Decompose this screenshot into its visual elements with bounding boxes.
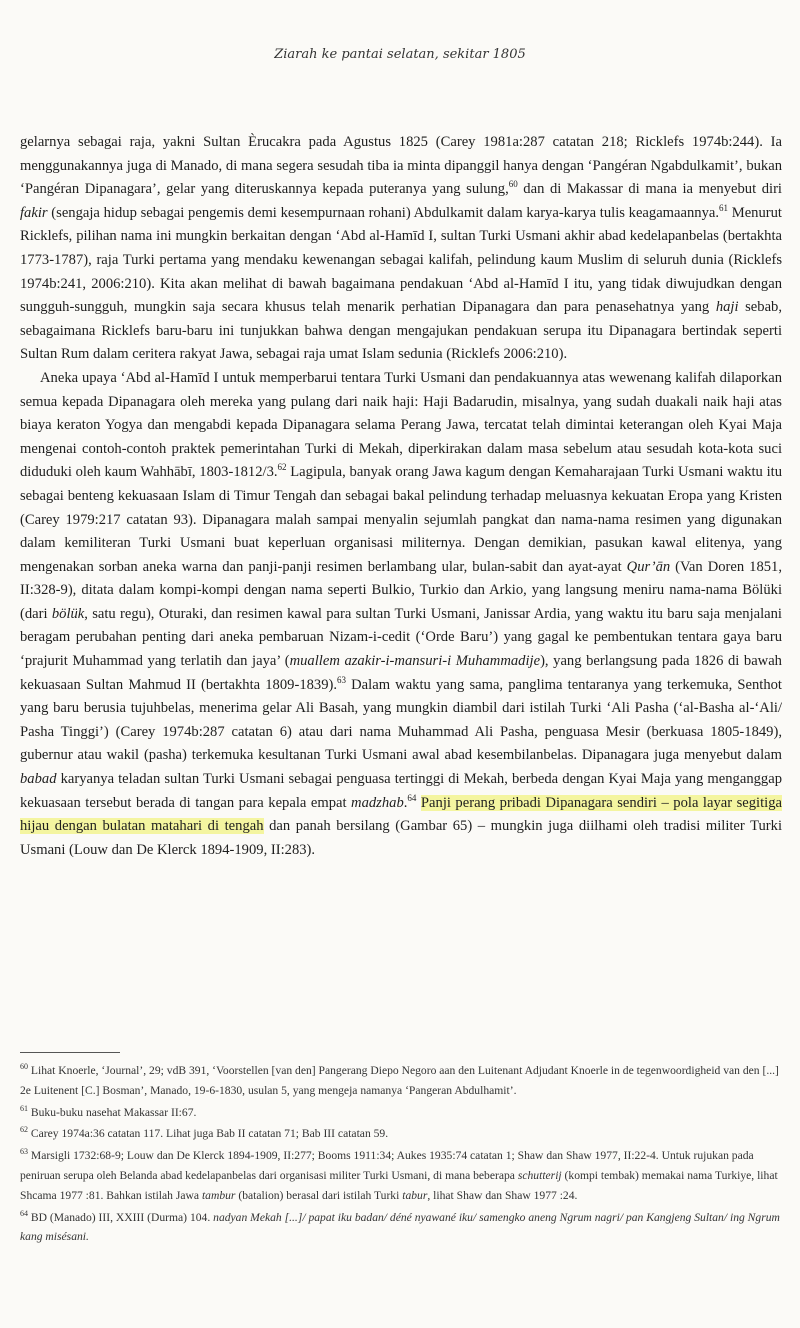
paragraph-1 (20, 131, 782, 367)
italic-term: babad (20, 771, 57, 788)
footnote-number: 60 (20, 1062, 28, 1072)
footnote-62 (20, 1124, 782, 1144)
text-span: Lagipula, banyak orang Jawa kagum dengan Kemaharajaan Turki Usmani waktu itu sebagai benteng kekuasaan Islam di Timur Tengah dan sebagai bakal pelindung terhadap meluasnya kekuatan Eropa yang Kristen (Carey 1979:217 catatan 93). Dipanagara malah sampai menyalin sejumlah pangkat dan nama-nama resimen yang digunakan dalam kemiliteran Turki Usmani buat keperluan organisasi militernya. Dengan demikian, pasukan kawal elitenya, yang mengenakan sorban aneka warna dan panji-panji resimen berlambang ular, bulan-sabit dan ayat-ayat (20, 464, 782, 575)
italic-term: haji (715, 299, 739, 316)
footnote-text: Marsigli 1732:68-9; Louw dan De Klerck 1894-1909, II:277; Booms 1911:34; Aukes 1935:74 catatan 1; Shaw dan Shaw 1977, II:22-4. Untuk rujukan pada peniruan serupa oleh Belanda abad kedelapanbelas dari organisasi militer Turki Usmani, di mana beberapa (20, 1149, 754, 1182)
footnote-number: 62 (20, 1125, 28, 1135)
footnote-text: , lihat Shaw dan Shaw 1977 :24. (427, 1188, 578, 1202)
text-span: sebab, sebagaimana Ricklefs baru-baru ini tunjukkan bahwa dengan mengajukan pendakuan serupa itu Dipanagara bertindak seperti Sultan Rum dalam ceritera rakyat Jawa, sebagai raja umat Islam sedunia (Ricklefs 2006:210). (20, 299, 783, 363)
text-span: dan panah bersilang (Gambar 65) – mungkin juga diilhami oleh tradisi militer Turki Usmani (Louw dan De Klerck 1894-1909, II:283). (20, 818, 783, 858)
footnote-63 (20, 1146, 782, 1205)
text-span: gelarnya sebagai raja, yakni Sultan Èrucakra pada Agustus 1825 (Carey 1981a:287 catatan 218; Ricklefs 1974b:244). Ia menggunakannya juga di Manado, di mana segera sesudah tiba ia minta dipanggil hanya dengan ‘Pangéran Ngabdulkamit’, bukan ‘Pangéran Dipanagara’, gelar yang diteruskannya kepada puteranya yang sulung, (20, 134, 782, 198)
italic-term: schutterij (517, 1168, 562, 1182)
footnote-number: 61 (20, 1103, 28, 1113)
body-text (20, 131, 782, 862)
running-head: Ziarah ke pantai selatan, sekitar 1805 (274, 47, 526, 62)
footnotes (20, 1061, 782, 1249)
footnote-ref-61[interactable]: 61 (719, 202, 729, 213)
text-span: , satu regu), Oturaki, dan resimen kawal para sultan Turki Usmani, Janissar Ardia, yang waktu itu baru saja menjalani beragam perubahan penting dari aneka pembaruan Nizam-i-cedit (‘Orde Baru’) yang gagal ke pembentukan tentara gaya baru ‘prajurit Muhammad yang terlatih dan jaya’ ( (20, 605, 782, 670)
italic-term: tambur (201, 1188, 236, 1202)
footnote-divider (20, 1052, 120, 1053)
footnote-text: Buku-buku nasehat Makassar II:67. (30, 1105, 197, 1119)
text-span: Dalam waktu yang sama, panglima tentaranya yang terkemuka, Senthot yang baru berusia tujuhbelas, menerima gelar Ali Basah, yang mungkin diambil dari istilah Turki ‘Ali Pasha (‘al-Basha al-‘Ali/ Pasha Tinggi’) (Carey 1974b:287 catatan 6) atau dari nama Muhammad Ali Pasha, penguasa Mesir (berkuasa 1805-1849), gubernur atau wakil (pasha) terkemuka kesultanan Turki Usmani awal abad kesembilanbelas. Dipanagara juga menyebut dalam (20, 676, 782, 764)
italic-term: fakir (20, 204, 48, 221)
footnote-ref-62[interactable]: 62 (277, 462, 287, 473)
text-span: . (403, 794, 408, 811)
text-span: Aneka upaya ‘Abd al-Hamīd I untuk memperbarui tentara Turki Usmani dan pendakuannya atas wewenang kalifah dilaporkan semua kepada Dipanagara oleh mereka yang pulang dari naik haji: Haji Badarudin, misalnya, yang sudah duakali naik haji atas biaya keraton Yogya dan mengabdi kepada Dipanagara selama Perang Jawa, tercatat telah dimintai keterangan oleh Kyai Maja mengenai contoh-contoh praktek pemerintahan Turki di Mekah, diperkirakan dalam masa sebelum atau sesudah kota-kota suci diduduki oleh kaum Wahhābī, 1803-1812/3. (20, 369, 782, 481)
text-span: (sengaja hidup sebagai pengemis demi kesempurnaan rohani) Abdulkamit dalam karya-karya tulis keagamaannya. (47, 204, 720, 221)
italic-term: tabur (402, 1188, 428, 1202)
italic-term: nadyan Mekah [...]/ papat iku badan/ déné nyawané iku/ samengko aneng Ngrum nagri/ pan Kangjeng Sultan/ ing Ngrum kang misésani. (20, 1210, 780, 1244)
italic-term: bölük (51, 605, 85, 622)
footnote-text: Carey 1974a:36 catatan 117. Lihat juga Bab II catatan 71; Bab III catatan 59. (30, 1127, 389, 1141)
footnote-61 (20, 1103, 782, 1123)
paragraph-2 (20, 367, 782, 862)
footnote-text: (kompi tembak) memakai nama Turkiye, lihat Shcama 1977 :81. Bahkan istilah Jawa (20, 1168, 778, 1202)
footnote-60 (20, 1061, 782, 1101)
footnote-ref-64[interactable]: 64 (407, 792, 417, 803)
text-span: ), yang berlangsung pada 1826 di bawah kekuasaan Sultan Mahmud II (bertakhta 1809-1839). (20, 653, 782, 693)
footnote-64 (20, 1208, 782, 1248)
italic-term: madzhab (351, 794, 404, 811)
text-span: Menurut Ricklefs, pilihan nama ini mungkin berkaitan dengan ‘Abd al-Hamīd I, sultan Turki Usmani akhir abad kedelapanbelas (bertakhta 1773-1787), raja Turki pertama yang mendaku kewenangan sebagai kalifah, pelindung kaum Muslim di seluruh dunia (Ricklefs 1974b:241, 2006:210). Kita akan melihat di bawah bagaimana pendakuan ‘Abd al-Hamīd I itu, yang tidak diwujudkan dengan sungguh-sungguh, mungkin saja secara khusus telah menarik perhatian Dipanagara dan para penasehatnya yang (20, 204, 782, 316)
italic-term: Qur’ān (626, 558, 671, 575)
text-span: (Van Doren 1851, II:328-9), ditata dalam kompi-kompi dengan nama seperti Bulkio, Turkio dan Arkio, yang langsung meniru nama-nama Bölüki (dari (20, 558, 782, 622)
italic-term: muallem azakir-i-mansuri-i Muhammadije (289, 653, 541, 670)
footnote-text: Lihat Knoerle, ‘Journal’, 29; vdB 391, ‘Voorstellen [van den] Pangerang Diepo Negoro aan den Luitenant Adjudant Knoerle in de tegenwoordigheid van den [...] 2e Luitenent [C.] Bosman’, Manado, 19-6-1830, usulan 5, yang mengeja namanya ‘Pangeran Abdulhamit’. (20, 1064, 779, 1097)
footnote-number: 64 (20, 1208, 28, 1218)
footnote-ref-60[interactable]: 60 (508, 179, 518, 190)
footnote-ref-63[interactable]: 63 (337, 674, 347, 685)
text-span: dan di Makassar di mana ia menyebut diri (517, 181, 782, 198)
footnote-text: (batalion) berasal dari istilah Turki (235, 1188, 403, 1202)
text-span: karyanya teladan sultan Turki Usmani sebagai penguasa tertinggi di Mekah, berbeda dengan Kyai Maja yang menganggap kekuasaan tersebut berada di tangan para kepala empat (20, 771, 782, 811)
footnote-text: BD (Manado) III, XXIII (Durma) 104. (30, 1210, 214, 1224)
footnote-number: 63 (20, 1147, 28, 1157)
highlighted-text[interactable]: Panji perang pribadi Dipanagara sendiri – pola layar segitiga hijau dengan bulatan matahari di tengah (20, 794, 782, 835)
